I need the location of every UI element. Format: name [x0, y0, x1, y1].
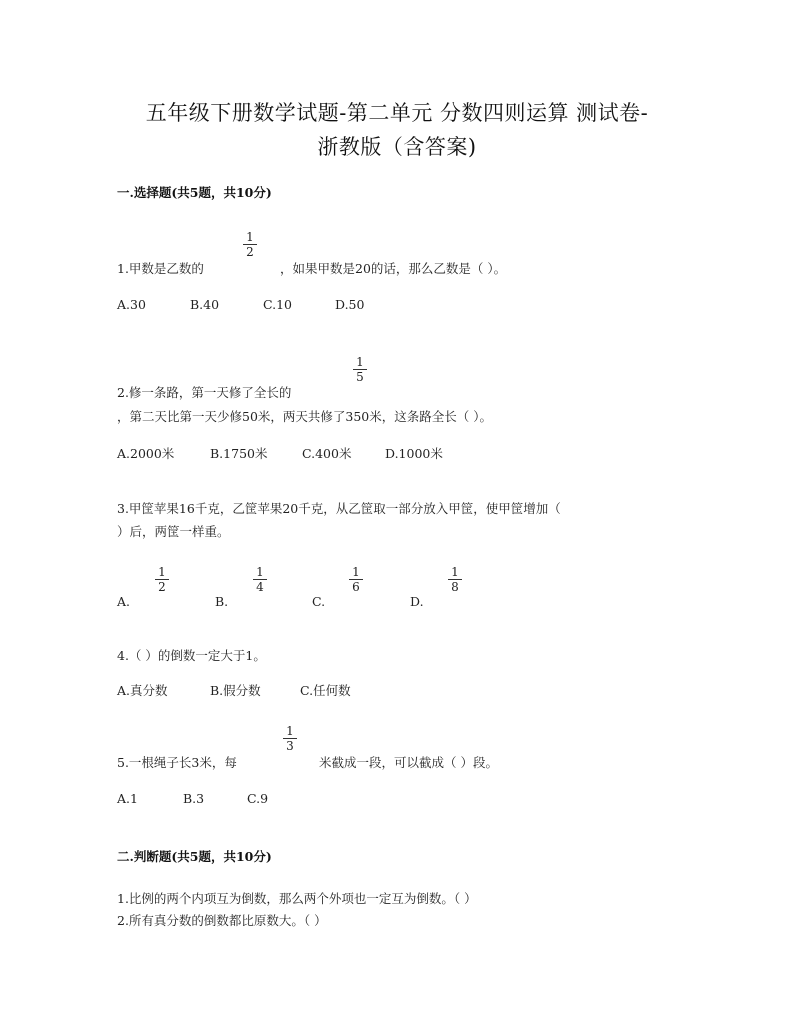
- question-2-option-d[interactable]: D.1000米: [385, 446, 443, 461]
- question-3-line1: 3.甲筐苹果16千克，乙筐苹果20千克，从乙筐取一部分放入甲筐，使甲筐增加（: [117, 501, 561, 516]
- question-5-option-a[interactable]: A.1: [117, 791, 138, 806]
- question-4-option-c[interactable]: C.任何数: [300, 683, 351, 698]
- question-1-fraction: [243, 231, 257, 259]
- fraction-numerator: 1: [356, 355, 364, 369]
- fraction-numerator: 1: [286, 724, 294, 738]
- question-1-option-a[interactable]: A.30: [117, 297, 146, 312]
- section-heading-judgement: 二.判断题(共5题，共10分): [117, 849, 272, 864]
- question-2-fraction: [353, 356, 367, 384]
- question-5-text-after: 米截成一段，可以截成（ ）段。: [319, 755, 498, 770]
- question-2-text-after: ，第二天比第一天少修50米，两天共修了350米，这条路全长（ ）。: [117, 409, 492, 424]
- option-label: A.: [117, 594, 131, 609]
- fraction-denominator: 3: [283, 738, 297, 753]
- question-3-option-a[interactable]: [117, 594, 130, 609]
- fraction-denominator: 8: [448, 579, 462, 594]
- question-3-option-a-fraction: [155, 566, 169, 594]
- fraction-numerator: 1: [451, 565, 459, 579]
- fraction-denominator: 2: [243, 244, 257, 259]
- question-3-option-c[interactable]: [312, 594, 325, 609]
- question-1-text-after: ，如果甲数是20的话，那么乙数是（ ）。: [280, 261, 507, 276]
- question-5-text-before: 5.一根绳子长3米，每: [117, 755, 237, 770]
- question-5-option-c[interactable]: C.9: [247, 791, 269, 806]
- question-4-text: 4.（ ）的倒数一定大于1。: [117, 648, 266, 663]
- question-4-option-b[interactable]: B.假分数: [210, 683, 261, 698]
- question-2-option-b[interactable]: B.1750米: [210, 446, 268, 461]
- fraction-numerator: 1: [352, 565, 360, 579]
- option-label: D.: [410, 594, 424, 609]
- fraction-denominator: 5: [353, 369, 367, 384]
- question-2-text-before: 2.修一条路，第一天修了全长的: [117, 385, 292, 400]
- fraction-numerator: 1: [158, 565, 166, 579]
- judgement-question-2: 2.所有真分数的倒数都比原数大。（ ）: [117, 913, 327, 928]
- judgement-question-1: 1.比例的两个内项互为倒数，那么两个外项也一定互为倒数。（ ）: [117, 891, 477, 906]
- question-3-option-d[interactable]: [410, 594, 424, 609]
- fraction-denominator: 2: [155, 579, 169, 594]
- question-3-option-c-fraction: [349, 566, 363, 594]
- question-1-option-c[interactable]: C.10: [263, 297, 292, 312]
- question-2-option-a[interactable]: A.2000米: [117, 446, 175, 461]
- question-3-option-b[interactable]: [215, 594, 228, 609]
- option-label: B.: [215, 594, 229, 609]
- question-4-option-a[interactable]: A.真分数: [117, 683, 168, 698]
- question-3-option-b-fraction: [253, 566, 267, 594]
- fraction-denominator: 6: [349, 579, 363, 594]
- page-title-line2: 浙教版（含答案): [317, 135, 477, 159]
- fraction-numerator: 1: [246, 230, 254, 244]
- fraction-numerator: 1: [256, 565, 264, 579]
- question-1-option-d[interactable]: D.50: [335, 297, 365, 312]
- option-label: C.: [312, 594, 326, 609]
- question-1-text-before: 1.甲数是乙数的: [117, 261, 204, 276]
- question-5-fraction: [283, 725, 297, 753]
- question-1-option-b[interactable]: B.40: [190, 297, 220, 312]
- page-title-line1: 五年级下册数学试题-第二单元 分数四则运算 测试卷-: [145, 101, 649, 125]
- section-heading-choice: 一.选择题(共5题，共10分): [117, 185, 272, 200]
- question-3-line2: ）后，两筐一样重。: [117, 524, 230, 539]
- question-5-option-b[interactable]: B.3: [183, 791, 205, 806]
- question-3-option-d-fraction: [448, 566, 462, 594]
- question-2-option-c[interactable]: C.400米: [302, 446, 352, 461]
- fraction-denominator: 4: [253, 579, 267, 594]
